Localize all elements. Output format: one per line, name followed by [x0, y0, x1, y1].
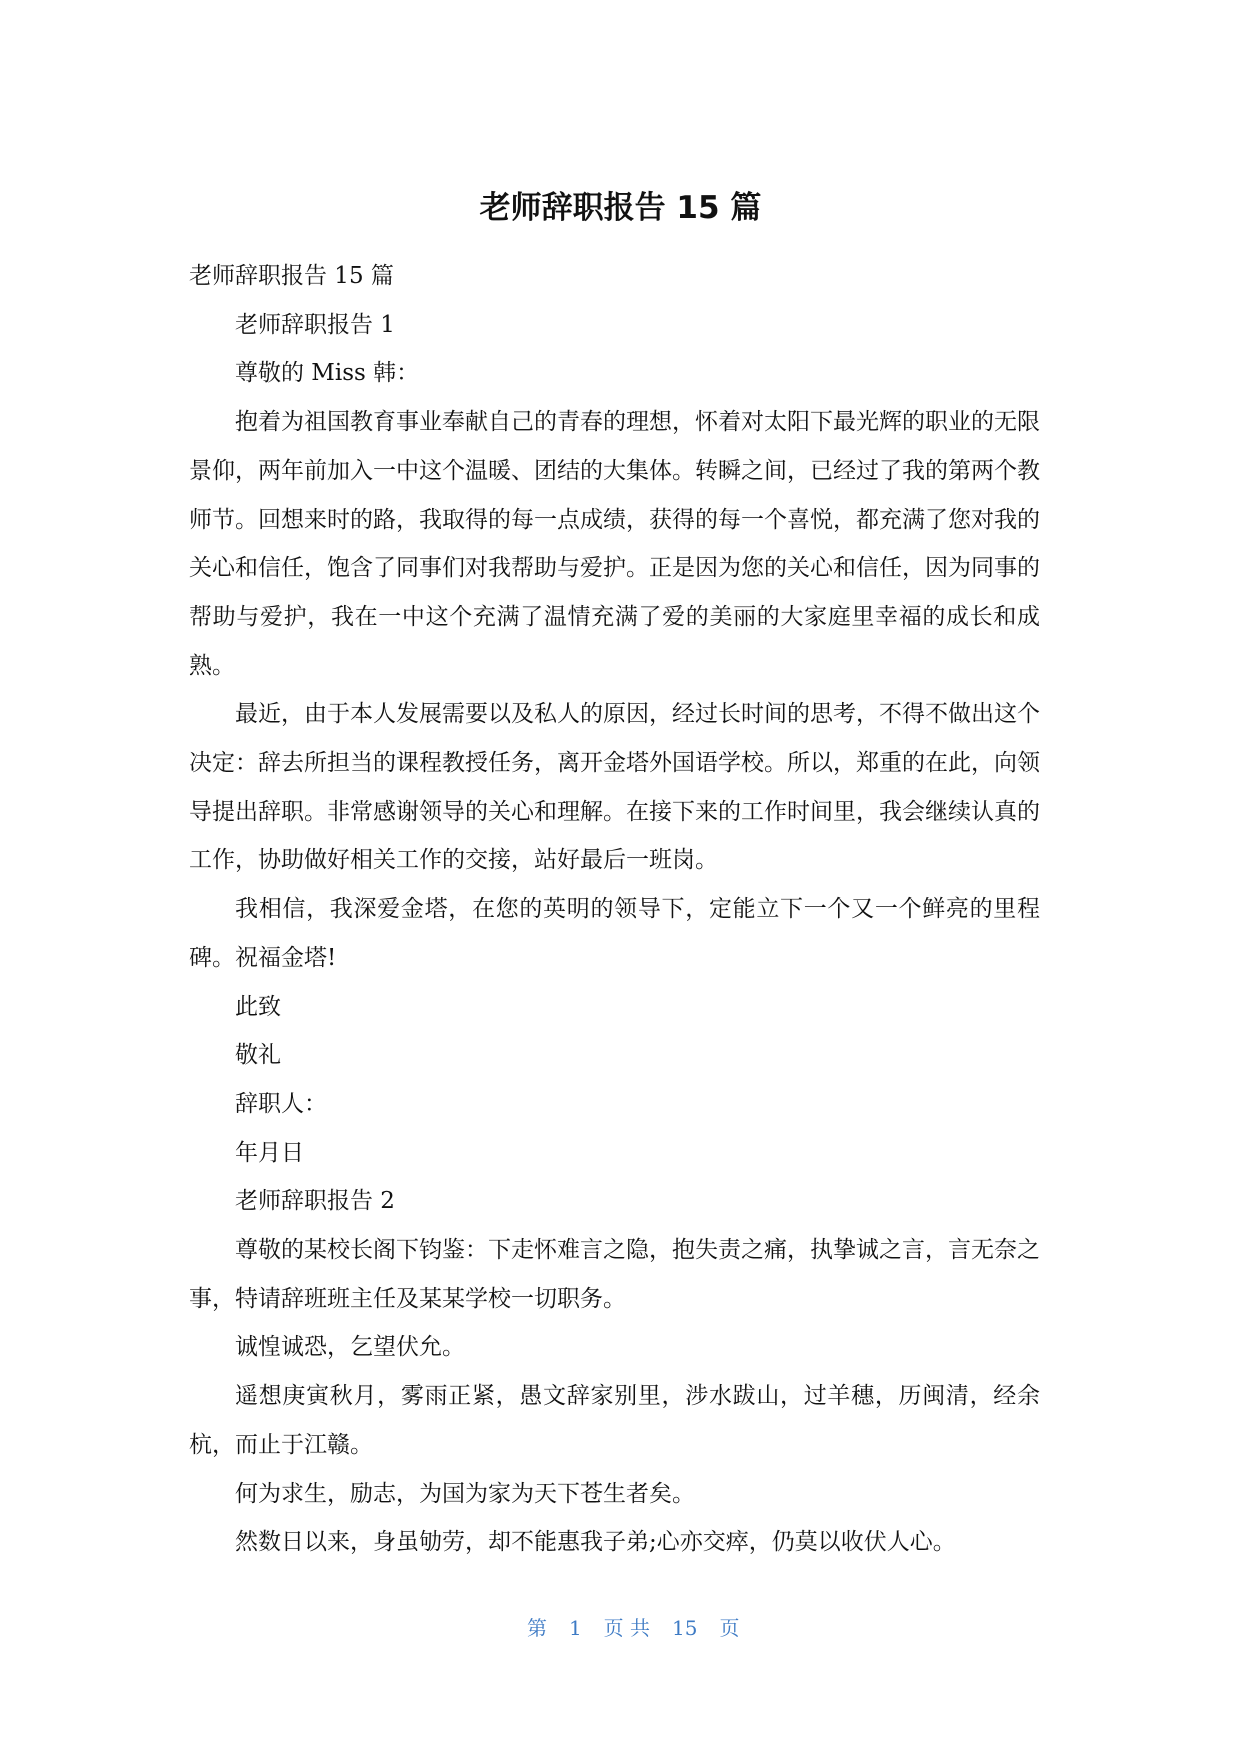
footer-prefix: 第 — [526, 1616, 547, 1640]
paragraph: 我相信，我深爱金塔，在您的英明的领导下，定能立下一个又一个鲜亮的里程碑。祝福金塔! — [189, 896, 1040, 971]
paragraph: 诚惶诚恐，乞望伏允。 — [235, 1334, 465, 1361]
signature-line: 辞职人： — [235, 1090, 327, 1117]
paragraph: 然数日以来，身虽劬劳，却不能惠我子弟;心亦交瘁，仍莫以收伏人心。 — [235, 1529, 956, 1556]
paragraph: 抱着为祖国教育事业奉献自己的青春的理想，怀着对太阳下最光辉的职业的无限景仰，两年前加入一中这个温暖、团结的大集体。转瞬之间，已经过了我的第两个教师节。回想来时的路，我取得的每一点成绩，获得的每一个喜悦，都充满了您对我的关心和信任，饱含了同事们对我帮助与爱护。正是因为您的关心和信任，因为同事的帮助与爱护，我在一中这个充满了温情充满了爱的美丽的大家庭里幸福的成长和成熟。 — [189, 409, 1040, 679]
salutation: 尊敬的 Miss 韩： — [235, 360, 420, 387]
document-title: 老师辞职报告 15 篇 — [479, 190, 762, 226]
total-pages-number: 15 — [672, 1616, 698, 1640]
document-body — [189, 252, 1040, 1567]
closing-line: 敬礼 — [235, 1042, 281, 1069]
page-footer — [0, 1588, 1241, 1665]
paragraph: 何为求生，励志，为国为家为天下苍生者矣。 — [235, 1480, 695, 1507]
paragraph: 遥想庚寅秋月，雾雨正紧，愚文辞家别里，涉水跋山，过羊穗，历闽清，经余杭，而止于江赣。 — [189, 1383, 1040, 1458]
section-heading: 老师辞职报告 1 — [235, 311, 395, 338]
footer-suffix: 页 — [719, 1616, 740, 1640]
paragraph: 最近，由于本人发展需要以及私人的原因，经过长时间的思考，不得不做出这个决定：辞去所担当的课程教授任务，离开金塔外国语学校。所以，郑重的在此，向领导提出辞职。非常感谢领导的关心和理解。在接下来的工作时间里，我会继续认真的工作，协助做好相关工作的交接，站好最后一班岗。 — [189, 701, 1040, 874]
current-page-number: 1 — [568, 1616, 582, 1640]
subtitle-line: 老师辞职报告 15 篇 — [189, 263, 394, 289]
section-heading: 老师辞职报告 2 — [235, 1188, 395, 1215]
closing-line: 此致 — [235, 993, 281, 1020]
paragraph: 尊敬的某校长阁下钧鉴：下走怀难言之隐，抱失责之痛，执挚诚之言，言无奈之事，特请辞班班主任及某某学校一切职务。 — [189, 1237, 1040, 1312]
footer-middle: 页 共 — [603, 1616, 651, 1640]
date-line: 年月日 — [235, 1139, 304, 1166]
